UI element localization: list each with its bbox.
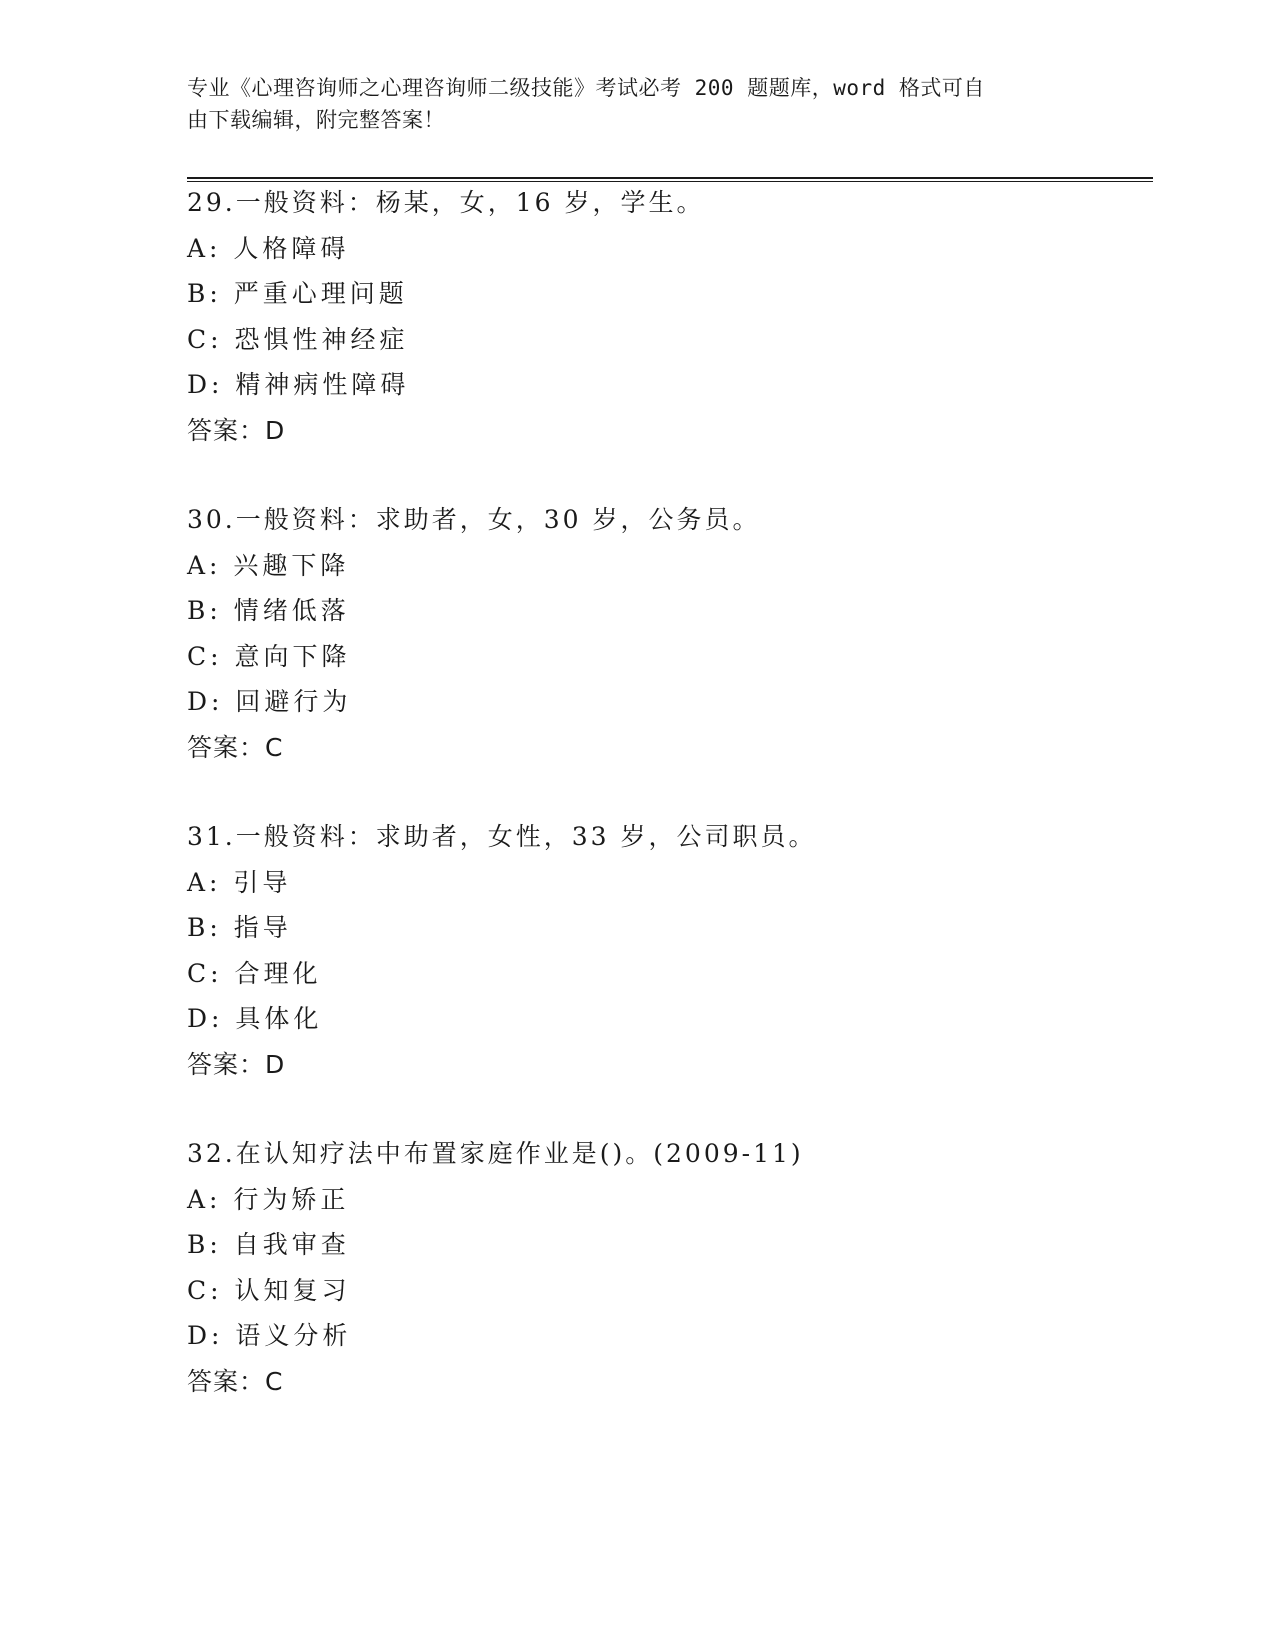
option-d: D: 精神病性障碍 — [187, 370, 410, 399]
question-stem: 29.一般资料：杨某，女，16 岁，学生。 — [187, 188, 705, 217]
option-c: C: 意向下降 — [187, 641, 351, 671]
option-d: D: 回避行为 — [187, 687, 352, 716]
question-29 — [187, 180, 1147, 453]
option-b: B: 指导 — [187, 913, 292, 942]
option-a: A: 兴趣下降 — [187, 550, 350, 580]
answer: 答案：D — [187, 415, 286, 445]
question-stem: 31.一般资料：求助者，女性，33 岁，公司职员。 — [187, 822, 817, 851]
header-line-1: 专业《心理咨询师之心理咨询师二级技能》考试必考 200 题题库，word 格式可自 — [187, 76, 985, 100]
answer: 答案：D — [187, 1049, 286, 1079]
option-d: D: 具体化 — [187, 1004, 323, 1033]
document-header — [187, 72, 1067, 136]
option-a: A: 人格障碍 — [187, 233, 350, 263]
option-c: C: 恐惧性神经症 — [187, 324, 409, 354]
answer: 答案：C — [187, 732, 284, 762]
option-b: B: 严重心理问题 — [187, 279, 408, 308]
question-32 — [187, 1131, 1147, 1404]
option-d: D: 语义分析 — [187, 1321, 352, 1350]
question-30 — [187, 497, 1147, 770]
option-a: A: 行为矫正 — [187, 1184, 350, 1214]
option-c: C: 认知复习 — [187, 1275, 351, 1305]
question-stem: 30.一般资料：求助者，女，30 岁，公务员。 — [187, 505, 761, 534]
option-a: A: 引导 — [187, 867, 292, 897]
header-divider-thick — [187, 177, 1153, 179]
option-b: B: 自我审查 — [187, 1230, 350, 1259]
question-stem: 32.在认知疗法中布置家庭作业是()。(2009-11) — [187, 1139, 804, 1168]
header-line-2: 由下载编辑，附完整答案！ — [187, 108, 445, 132]
option-b: B: 情绪低落 — [187, 596, 350, 625]
option-c: C: 合理化 — [187, 958, 322, 988]
question-31 — [187, 814, 1147, 1087]
answer: 答案：C — [187, 1366, 284, 1396]
